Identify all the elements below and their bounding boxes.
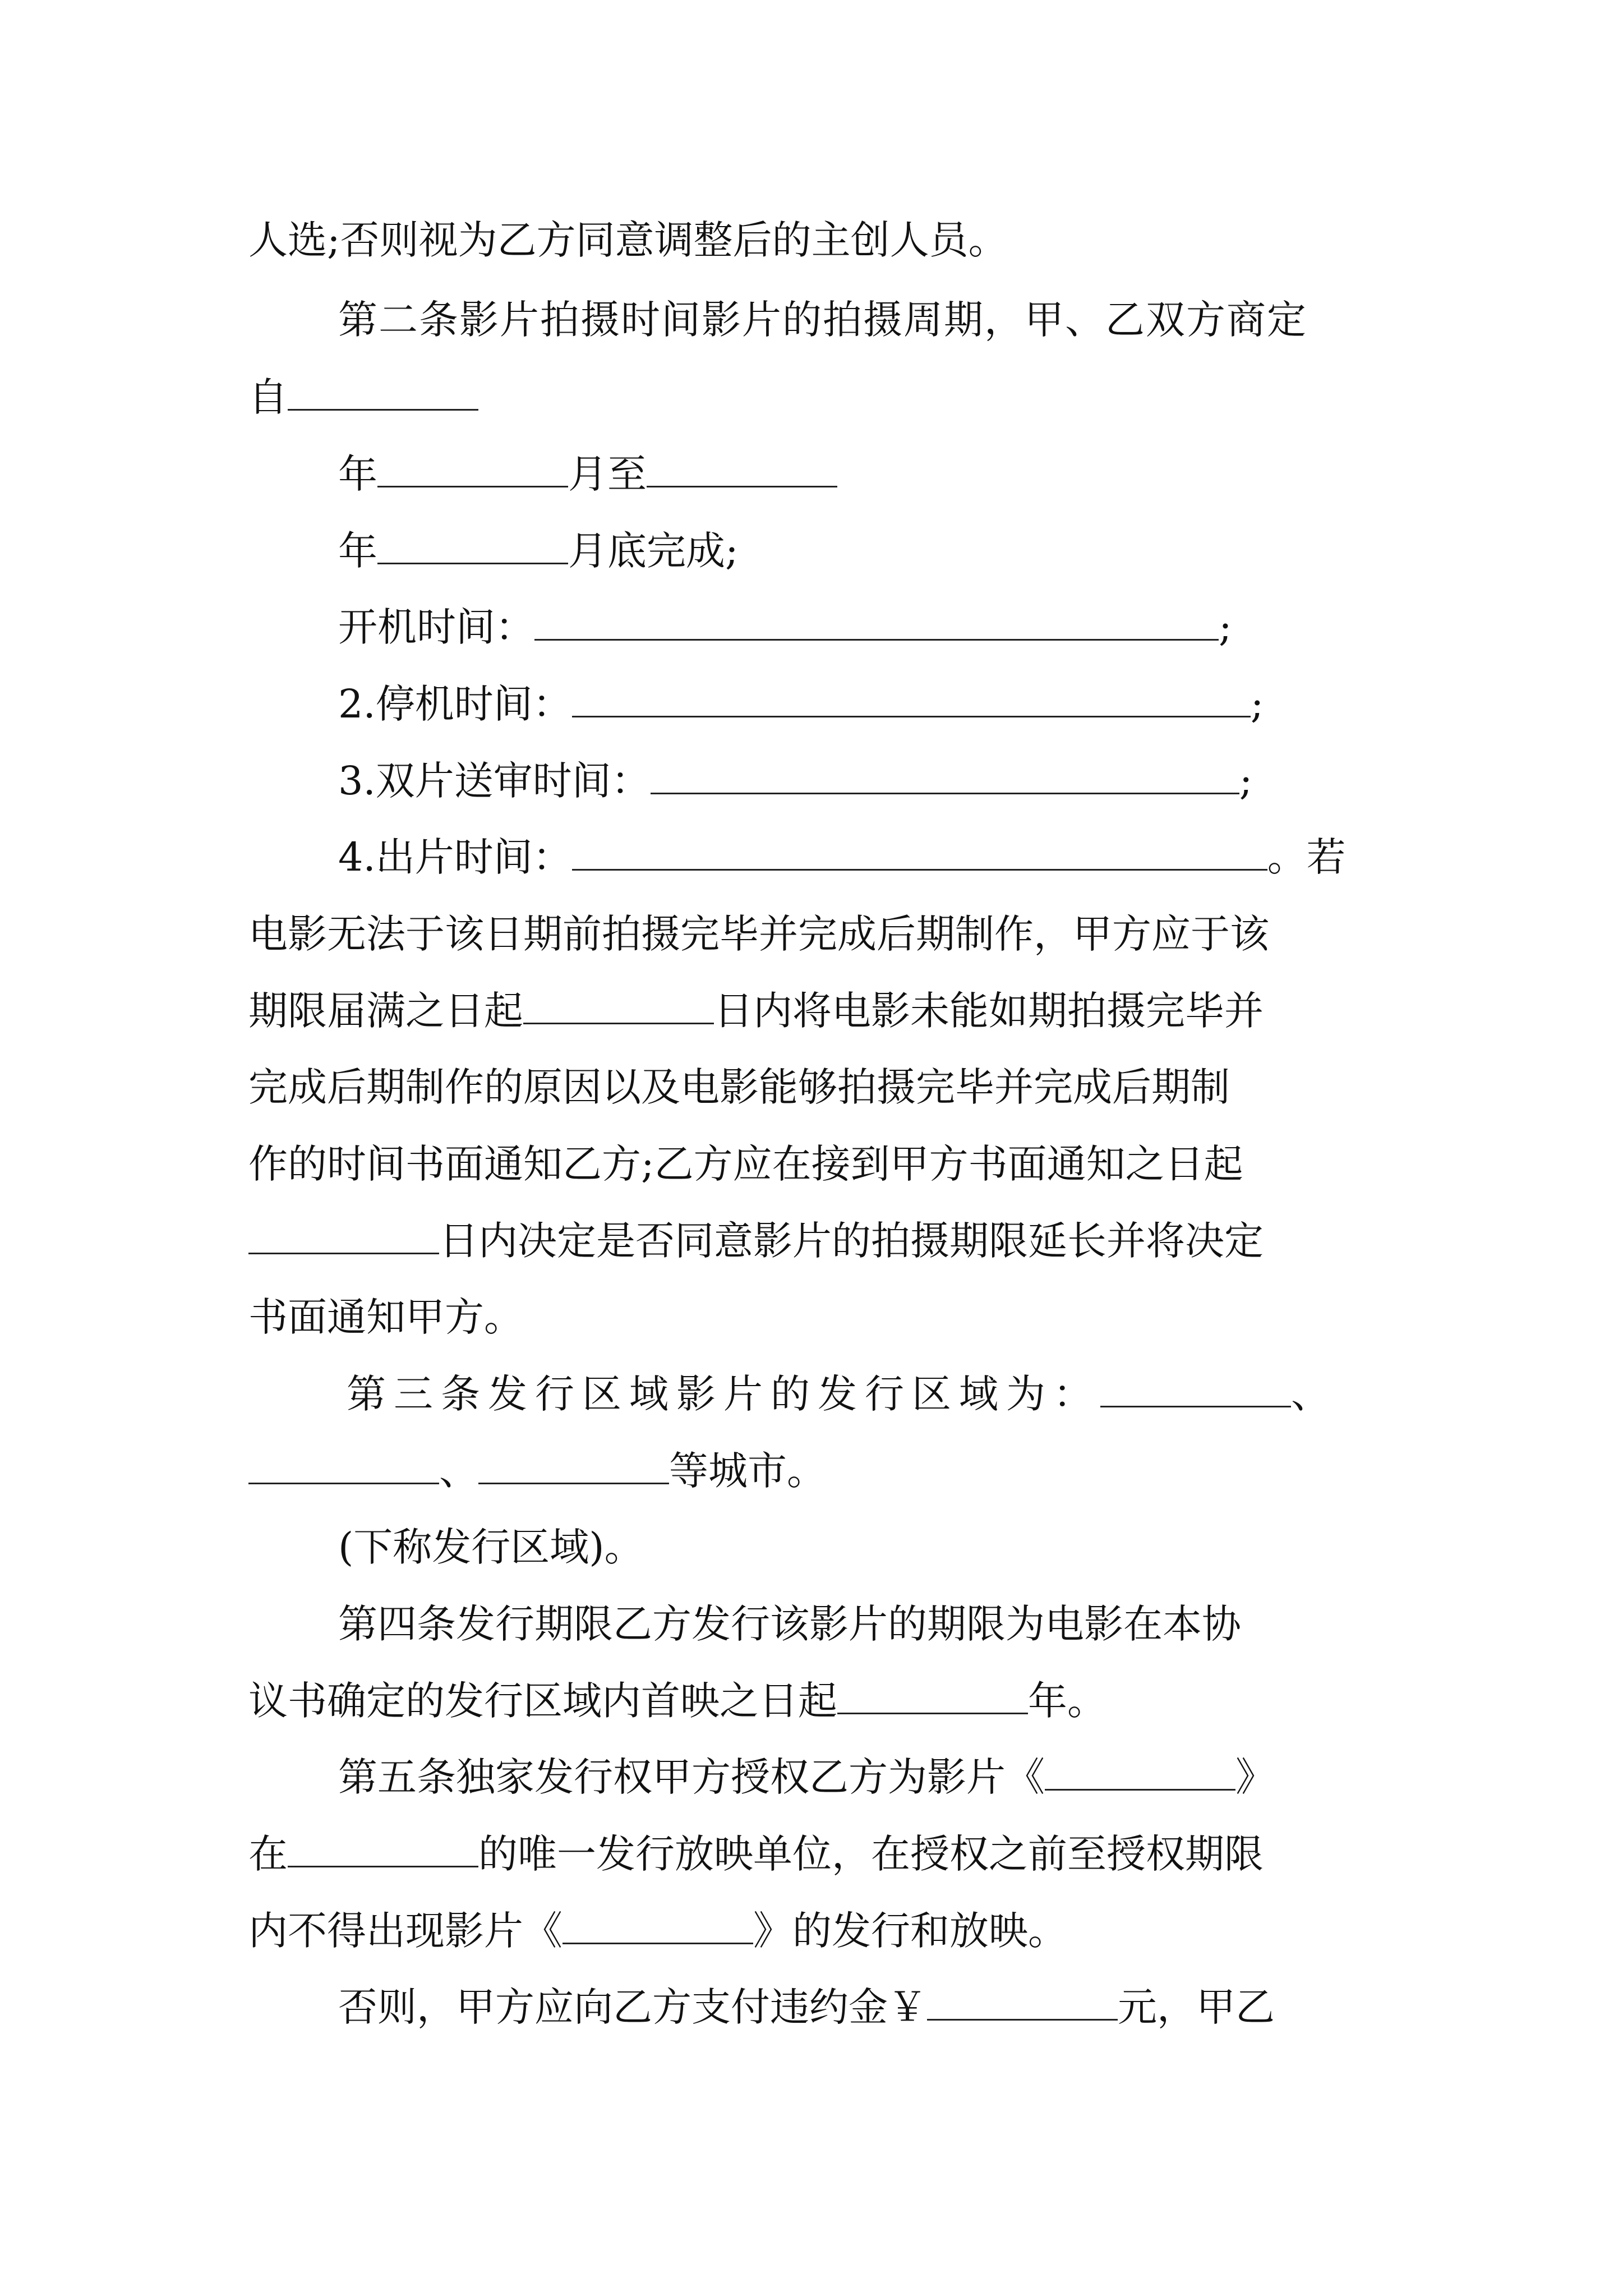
fill-blank[interactable]: [377, 530, 568, 564]
text: 等城市。: [669, 1448, 826, 1494]
text: 第五条独家发行权甲方授权乙方为影片《: [338, 1754, 1045, 1800]
text: 2.停机时间：: [338, 681, 572, 727]
text: 年。: [1028, 1678, 1106, 1724]
text: 人选;否则视为乙方同意调整后的主创人员。: [248, 217, 1008, 263]
text-line: [338, 682, 1264, 726]
text-line: [338, 1525, 644, 1570]
text-line: [338, 1985, 1275, 2030]
text: 开机时间：: [338, 604, 534, 650]
fill-blank[interactable]: [534, 606, 1219, 641]
text-line: [338, 1602, 1241, 1646]
text-line: [248, 1218, 1264, 1263]
text: 电影无法于该日期前拍摄完毕并完成后期制作，甲方应于该: [248, 911, 1269, 957]
text-line: [338, 297, 1307, 342]
text-line: [248, 1142, 1243, 1186]
text: 日内决定是否同意影片的拍摄期限延长并将决定: [439, 1218, 1264, 1264]
text-line: [338, 452, 837, 496]
text: 在: [248, 1831, 288, 1877]
text-line: [248, 375, 478, 420]
text: (下称发行区域)。: [338, 1524, 644, 1570]
fill-blank[interactable]: [837, 1680, 1028, 1714]
text: 年: [338, 528, 377, 574]
text-line: [248, 1832, 1264, 1876]
text-line: [338, 1755, 1275, 1800]
text: 、: [1291, 1371, 1338, 1417]
text: 月至: [568, 451, 647, 497]
fill-blank[interactable]: [927, 1986, 1118, 2021]
fill-blank[interactable]: [562, 1910, 753, 1944]
fill-blank[interactable]: [1045, 1756, 1235, 1791]
text: 3.双片送审时间：: [338, 758, 651, 804]
text-line: [338, 758, 1252, 803]
text: 期限届满之日起: [248, 988, 523, 1034]
text: ;: [1250, 681, 1264, 727]
text: 第四条发行期限乙方发行该影片的期限为电影在本协: [338, 1601, 1241, 1647]
fill-blank[interactable]: [248, 1450, 439, 1484]
text: 、: [439, 1448, 478, 1494]
text-line: [248, 1295, 523, 1340]
text: 元，甲乙: [1118, 1984, 1275, 2030]
fill-blank[interactable]: [288, 1833, 478, 1867]
text-line: [347, 1372, 1338, 1416]
fill-blank[interactable]: [572, 683, 1251, 717]
fill-blank[interactable]: [523, 990, 714, 1024]
text: 日内将电影未能如期拍摄完毕并: [714, 988, 1264, 1034]
text: 》: [1235, 1754, 1275, 1800]
text: 完成后期制作的原因以及电影能够拍摄完毕并完成后期制: [248, 1064, 1230, 1110]
text: 否则，甲方应向乙方支付违约金￥: [338, 1984, 927, 2030]
text: 议书确定的发行区域内首映之日起: [248, 1678, 837, 1724]
text-line: [248, 912, 1269, 956]
text-line: [248, 1678, 1106, 1723]
fill-blank[interactable]: [478, 1450, 669, 1484]
text: 书面通知甲方。: [248, 1294, 523, 1340]
text: 。若: [1267, 834, 1346, 880]
text: 自: [248, 374, 288, 420]
text-line: [248, 1908, 1067, 1953]
fill-blank[interactable]: [288, 376, 478, 411]
text: 月底完成;: [568, 528, 739, 574]
text: 的唯一发行放映单位，在授权之前至授权期限: [478, 1831, 1264, 1877]
fill-blank[interactable]: [651, 760, 1239, 794]
text-line: [338, 528, 739, 573]
text-line: [338, 605, 1232, 650]
text: ;: [1239, 758, 1253, 804]
fill-blank[interactable]: [248, 1220, 439, 1254]
fill-blank[interactable]: [1100, 1373, 1291, 1407]
text-line: [338, 835, 1346, 880]
fill-blank[interactable]: [377, 453, 568, 487]
text: 年: [338, 451, 377, 497]
text: 4.出片时间：: [338, 834, 572, 880]
text: 内不得出现影片《: [248, 1908, 562, 1954]
text: 第二条影片拍摄时间影片的拍摄周期，甲、乙双方商定: [338, 297, 1307, 343]
fill-blank[interactable]: [647, 453, 837, 487]
text-line: [248, 1065, 1230, 1110]
text-line: [248, 988, 1264, 1033]
fill-blank[interactable]: [572, 836, 1267, 871]
text-line: [248, 218, 1008, 263]
text-line: [248, 1448, 826, 1493]
text: 》的发行和放映。: [753, 1908, 1067, 1954]
text: ;: [1219, 604, 1232, 650]
text: 作的时间书面通知乙方;乙方应在接到甲方书面通知之日起: [248, 1141, 1243, 1187]
text: 第三条发行区域影片的发行区域为：: [347, 1371, 1100, 1417]
